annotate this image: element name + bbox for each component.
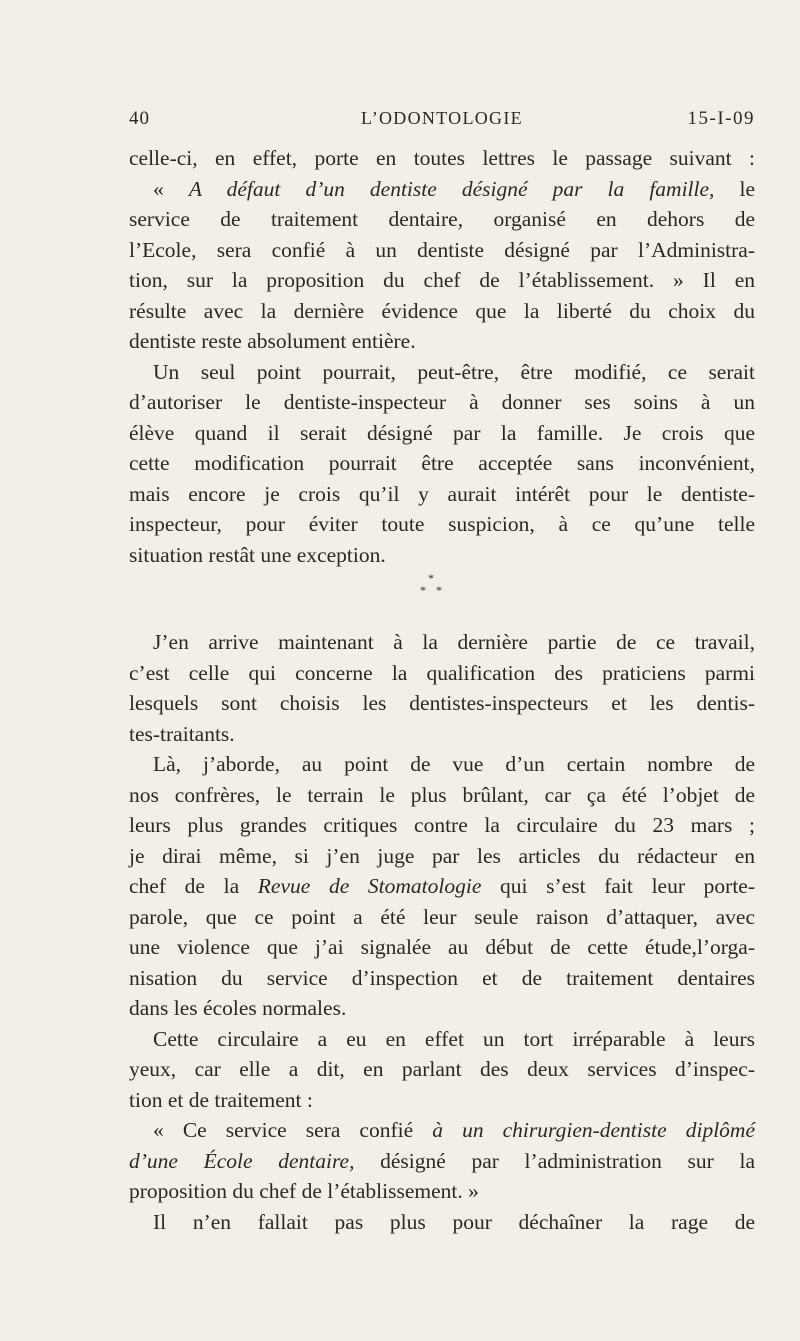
text-line: [129, 810, 755, 841]
text-segment: cette modification pourrait être acceptée sans inconvénient,: [129, 451, 755, 475]
separator-star: *: [420, 583, 426, 597]
text-line: [129, 509, 755, 540]
text-segment: le: [714, 176, 756, 201]
text-segment: dans les écoles normales.: [129, 996, 347, 1020]
text-segment: désigné par l’administration sur la: [354, 1148, 756, 1173]
text-segment: je dirai même, si j’en juge par les articles du rédacteur en: [129, 843, 755, 868]
text-line: [129, 204, 755, 235]
text-line: [129, 841, 755, 872]
text-segment: Là, j’aborde, au point de vue d’un certain nombre de: [153, 752, 755, 776]
text-segment: nos confrères, le terrain le plus brûlant, car ça été l’objet de: [129, 782, 755, 807]
italic-text-segment: A défaut d’un dentiste désigné par la famille,: [188, 176, 715, 201]
italic-text-segment: à un chirurgien-dentiste diplômé: [432, 1118, 755, 1142]
text-line: [129, 540, 755, 571]
text-line: [129, 993, 755, 1024]
text-line: [129, 143, 755, 174]
text-segment: proposition du chef de l’établissement. »: [129, 1179, 479, 1203]
text-line: [129, 1176, 755, 1207]
separator-star: *: [428, 571, 434, 585]
text-line: [129, 265, 755, 296]
text-segment: résulte avec la dernière évidence que la liberté du choix du: [129, 298, 755, 323]
text-line: [129, 235, 755, 266]
text-segment: qui s’est fait leur porte-: [481, 874, 755, 898]
text-line: [129, 780, 755, 811]
text-segment: l’Ecole, sera confié à un dentiste désigné par l’Administra-: [129, 237, 755, 262]
text-line: [129, 871, 755, 902]
text-line: [129, 658, 755, 689]
text-segment: Il n’en fallait pas plus pour déchaîner la rage de: [153, 1209, 755, 1234]
text-line: [129, 627, 755, 658]
text-segment: inspecteur, pour éviter toute suspicion, à ce qu’une telle: [129, 512, 755, 536]
text-line: [129, 174, 755, 205]
text-line: [129, 418, 755, 449]
text-segment: parole, que ce point a été leur seule raison d’attaquer, avec: [129, 904, 755, 929]
text-line: [129, 1054, 755, 1085]
text-segment: d’autoriser le dentiste-inspecteur à donner ses soins à un: [129, 390, 755, 414]
text-segment: lesquels sont choisis les dentistes-inspecteurs et les dentis-: [129, 691, 755, 715]
text-line: [129, 326, 755, 357]
text-block-2: [129, 627, 755, 1237]
text-segment: yeux, car elle a dit, en parlant des deux services d’inspec-: [129, 1057, 755, 1081]
text-line: [129, 357, 755, 388]
text-segment: mais encore je crois qu’il y aurait intérêt pour le dentiste-: [129, 481, 755, 506]
text-segment: service de traitement dentaire, organisé en dehors de: [129, 207, 755, 231]
text-segment: une violence que j’ai signalée au début de cette étude,l’orga-: [129, 935, 755, 959]
text-segment: situation restât une exception.: [129, 542, 386, 567]
text-line: [129, 296, 755, 327]
text-block-1: [129, 143, 755, 570]
text-segment: «: [153, 176, 189, 201]
text-line: [129, 719, 755, 750]
text-line: [129, 1024, 755, 1055]
issue-date: 15-I-09: [687, 108, 755, 129]
text-segment: J’en arrive maintenant à la dernière partie de ce travail,: [153, 630, 755, 654]
text-line: [129, 963, 755, 994]
text-segment: élève quand il serait désigné par la famille. Je crois que: [129, 420, 755, 445]
section-separator-asterism: [420, 572, 460, 606]
text-line: [129, 1115, 755, 1146]
italic-text-segment: Revue de Stomatologie: [257, 874, 482, 898]
separator-star: *: [436, 583, 442, 597]
text-segment: c’est celle qui concerne la qualification des praticiens parmi: [129, 660, 755, 685]
text-segment: leurs plus grandes critiques contre la circulaire du 23 mars ;: [129, 813, 755, 837]
text-line: [129, 1085, 755, 1116]
text-segment: nisation du service d’inspection et de traitement dentaires: [129, 965, 755, 990]
text-line: [129, 932, 755, 963]
text-segment: tion, sur la proposition du chef de l’établissement. » Il en: [129, 268, 755, 292]
italic-text-segment: d’une École dentaire,: [129, 1148, 355, 1173]
text-segment: Cette circulaire a eu en effet un tort irréparable à leurs: [153, 1026, 755, 1051]
text-segment: celle-ci, en effet, porte en toutes lettres le passage suivant :: [129, 146, 755, 170]
text-line: [129, 479, 755, 510]
text-segment: chef de la: [129, 874, 258, 898]
text-segment: « Ce service sera confié: [153, 1118, 433, 1142]
text-line: [129, 1207, 755, 1238]
text-line: [129, 749, 755, 780]
text-line: [129, 387, 755, 418]
text-line: [129, 902, 755, 933]
page-number: 40: [129, 108, 150, 129]
text-segment: tes-traitants.: [129, 721, 235, 746]
text-segment: Un seul point pourrait, peut-être, être modifié, ce serait: [153, 359, 755, 384]
text-line: [129, 688, 755, 719]
running-title: L’ODONTOLOGIE: [361, 108, 523, 128]
text-segment: dentiste reste absolument entière.: [129, 329, 416, 353]
text-line: [129, 1146, 755, 1177]
running-header: [129, 108, 755, 134]
text-segment: tion et de traitement :: [129, 1087, 313, 1112]
text-line: [129, 448, 755, 479]
